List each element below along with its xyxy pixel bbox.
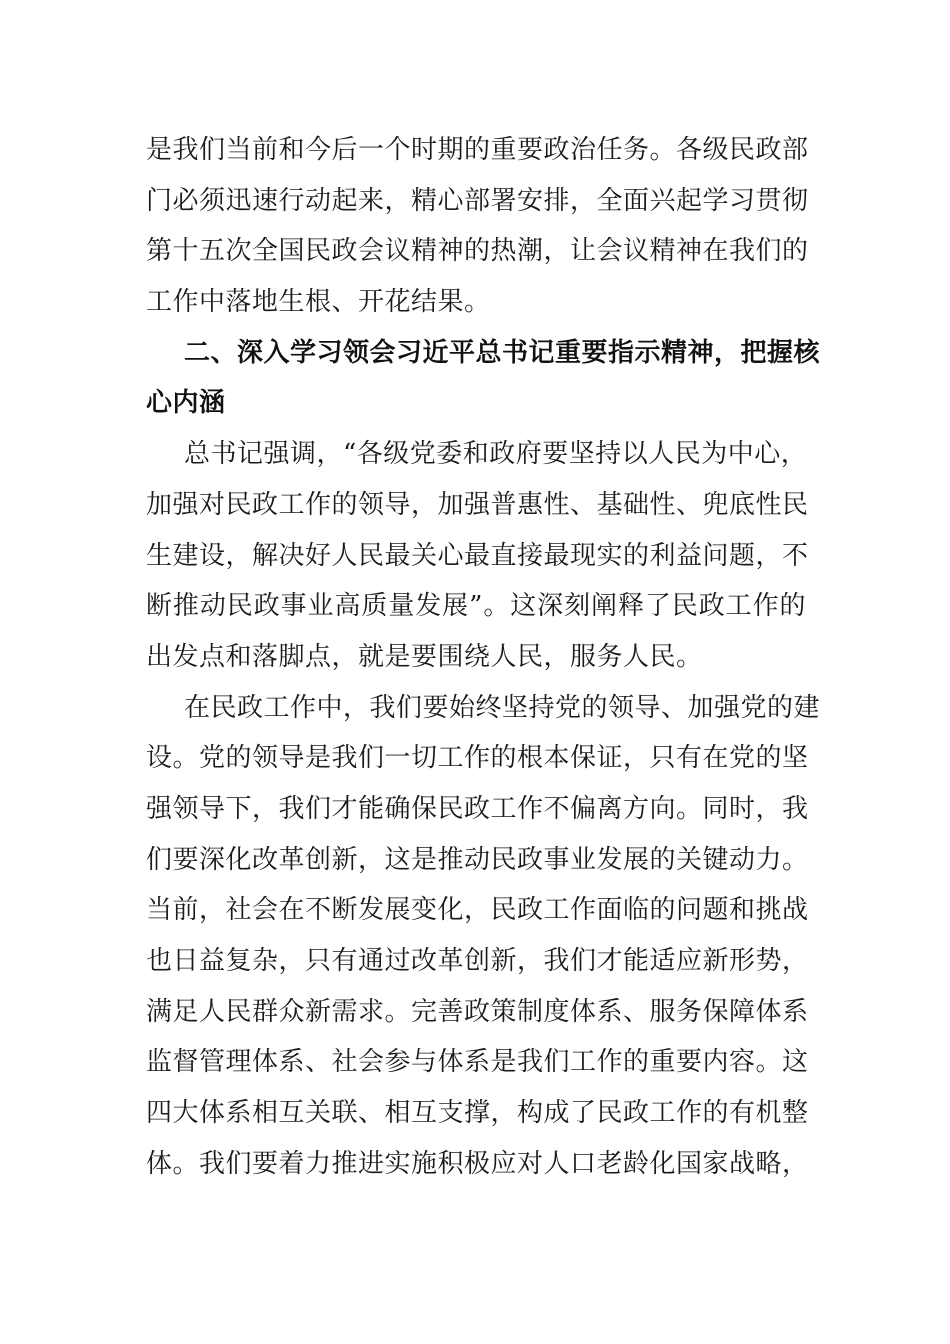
heading-line: 二、深入学习领会习近平总书记重要指示精神，把握核 [184, 337, 821, 368]
text-line: 体。我们要着力推进实施积极应对人口老龄化国家战略， [146, 1148, 809, 1179]
section-heading [146, 328, 821, 429]
text-line: 加强对民政工作的领导，加强普惠性、基础性、兜底性民 [146, 489, 809, 520]
text-line: 们要深化改革创新，这是推动民政事业发展的关键动力。 [146, 844, 809, 875]
text-line: 当前，社会在不断发展变化，民政工作面临的问题和挑战 [146, 895, 809, 926]
text-line: 满足人民群众新需求。完善政策制度体系、服务保障体系 [146, 996, 809, 1027]
text-line: 第十五次全国民政会议精神的热潮，让会议精神在我们的 [146, 236, 809, 267]
text-line: 在民政工作中，我们要始终坚持党的领导、加强党的建 [184, 692, 821, 723]
text-line: 也日益复杂，只有通过改革创新，我们才能适应新形势， [146, 946, 809, 976]
paragraph-3 [146, 683, 821, 1190]
text-line: 生建设，解决好人民最关心最直接最现实的利益问题，不 [146, 540, 809, 571]
document-page [146, 125, 821, 1189]
text-line: 监督管理体系、社会参与体系是我们工作的重要内容。这 [146, 1047, 809, 1078]
text-line: 四大体系相互关联、相互支撑，构成了民政工作的有机整 [146, 1098, 809, 1129]
text-line: 出发点和落脚点，就是要围绕人民，服务人民。 [146, 641, 703, 672]
paragraph-1 [146, 125, 809, 328]
text-line: 总书记强调，“各级党委和政府要坚持以人民为中心， [184, 439, 808, 470]
text-line: 强领导下，我们才能确保民政工作不偏离方向。同时，我 [146, 793, 809, 824]
text-line: 是我们当前和今后一个时期的重要政治任务。各级民政部 [146, 135, 809, 165]
text-line: 门必须迅速行动起来，精心部署安排，全面兴起学习贯彻 [146, 185, 809, 216]
heading-line: 心内涵 [146, 388, 226, 419]
paragraph-2 [146, 429, 809, 682]
text-line: 工作中落地生根、开花结果。 [146, 287, 491, 318]
text-line: 设。党的领导是我们一切工作的根本保证，只有在党的坚 [146, 743, 809, 774]
text-line: 断推动民政事业高质量发展”。这深刻阐释了民政工作的 [146, 591, 806, 622]
